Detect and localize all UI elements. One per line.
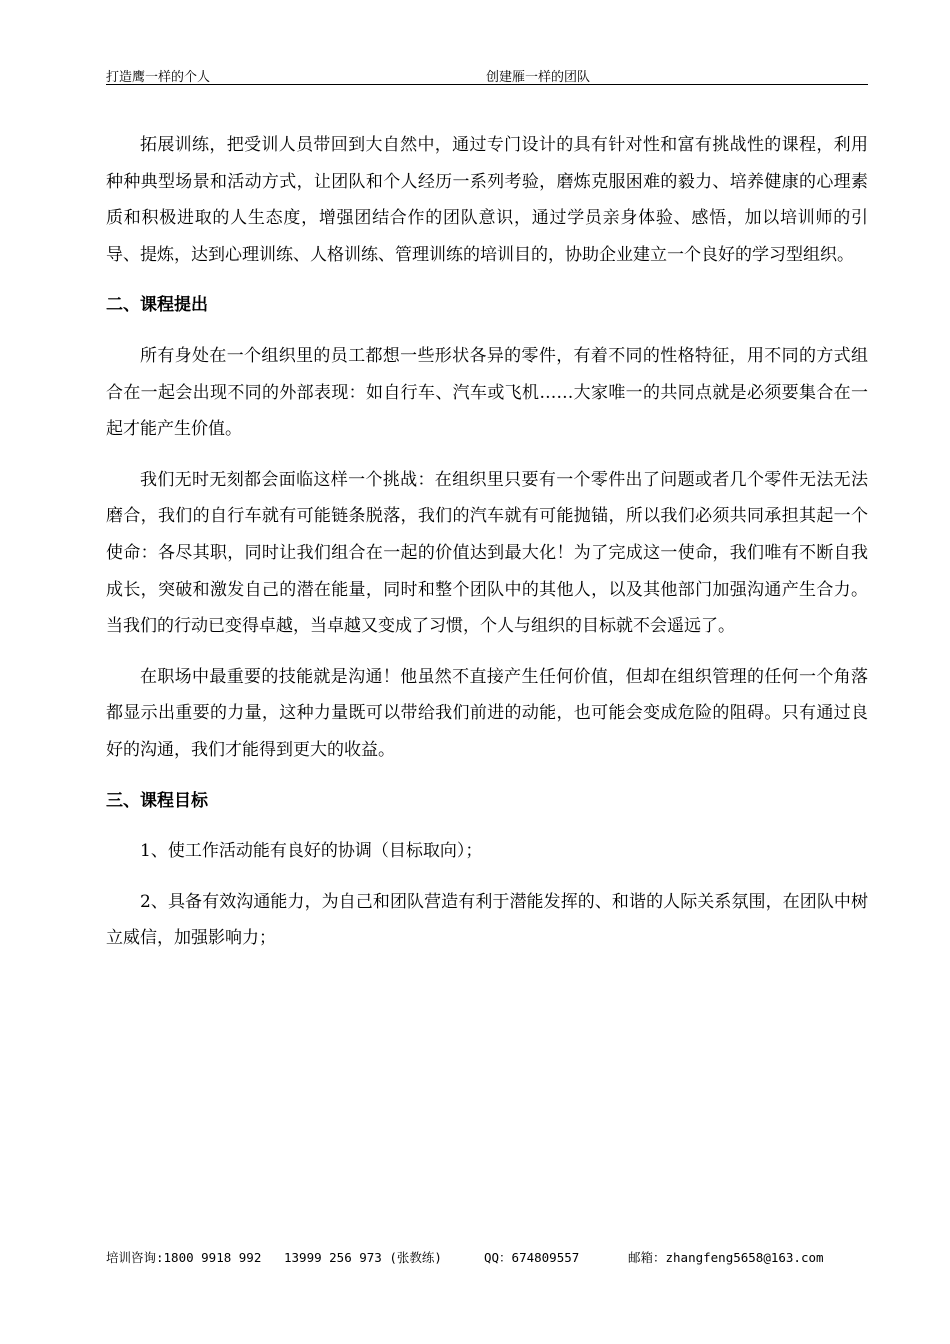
- section-heading-course-proposal: 二、课程提出: [106, 295, 208, 316]
- goal-item-1: 1、使工作活动能有良好的协调（目标取向）；: [140, 841, 483, 862]
- footer-qq: QQ：674809557: [484, 1250, 580, 1265]
- footer-email: 邮箱：zhangfeng5658@163.com: [628, 1250, 824, 1265]
- paragraph-parts: 所有身处在一个组织里的员工都想一些形状各异的零件，有着不同的性格特征，用不同的方式组合在一起会出现不同的外部表现：如自行车、汽车或飞机……大家唯一的共同点就是必须要集合在一起才能产生价值。: [106, 345, 868, 440]
- header-left-title: 打造鹰一样的个人: [106, 70, 211, 85]
- header-center-title: 创建雁一样的团队: [486, 70, 591, 85]
- goal-item-2: 2、具备有效沟通能力，为自己和团队营造有利于潜能发挥的、和谐的人际关系氛围，在团队中树立威信，加强影响力；: [106, 891, 868, 949]
- page-header: [106, 66, 868, 85]
- document-body: [106, 127, 868, 957]
- section-heading-course-goals: 三、课程目标: [106, 790, 208, 811]
- paragraph-challenge: 我们无时无刻都会面临这样一个挑战：在组织里只要有一个零件出了问题或者几个零件无法无法磨合，我们的自行车就有可能链条脱落，我们的汽车就有可能抛锚，所以我们必须共同承担其起一个使命：各尽其职，同时让我们组合在一起的价值达到最大化！为了完成这一使命，我们唯有不断自我成长，突破和激发自己的潜在能量，同时和整个团队中的其他人，以及其他部门加强沟通产生合力。当我们的行动已变得卓越，当卓越又变成了习惯，个人与组织的目标就不会遥远了。: [106, 469, 868, 637]
- paragraph-communication: 在职场中最重要的技能就是沟通！他虽然不直接产生任何价值，但却在组织管理的任何一个角落都显示出重要的力量，这种力量既可以带给我们前进的动能，也可能会变成危险的阻碍。只有通过良好的沟通，我们才能得到更大的收益。: [106, 666, 868, 760]
- intro-paragraph: 拓展训练，把受训人员带回到大自然中，通过专门设计的具有针对性和富有挑战性的课程，利用种种典型场景和活动方式，让团队和个人经历一系列考验，磨炼克服困难的毅力、培养健康的心理素质和积极进取的人生态度，增强团结合作的团队意识，通过学员亲身体验、感悟，加以培训师的引导、提炼，达到心理训练、人格训练、管理训练的培训目的，协助企业建立一个良好的学习型组织。: [106, 135, 868, 265]
- footer-phone: 13999 256 973 (张教练): [284, 1250, 442, 1265]
- footer-consult: 培训咨询:1800 9918 992: [106, 1250, 262, 1265]
